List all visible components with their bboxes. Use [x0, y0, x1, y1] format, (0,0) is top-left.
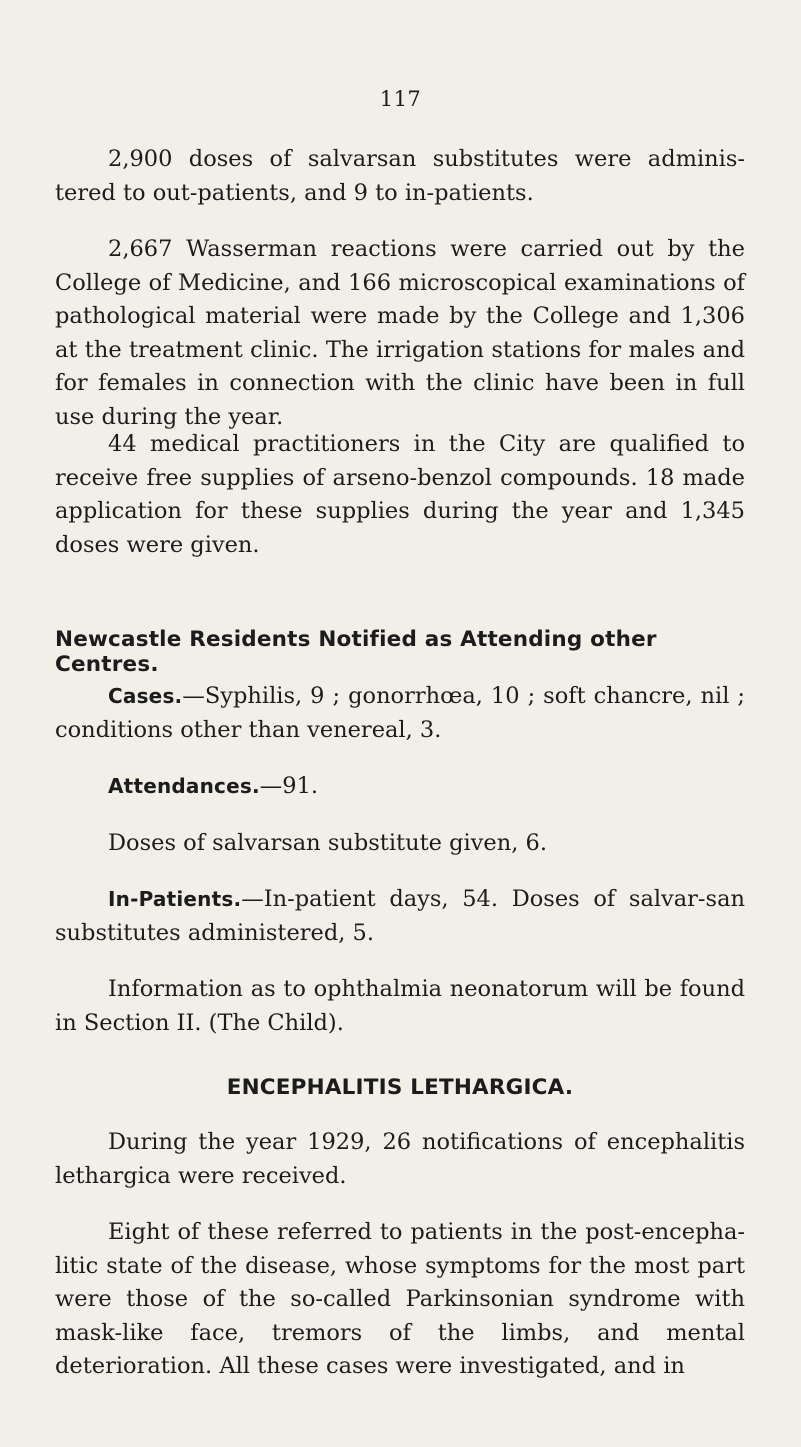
- section-heading-newcastle-residents: Newcastle Residents Notified as Attending other Centres.: [55, 627, 657, 677]
- cases-text: —Syphilis, 9 ; gonorrhœa, 10 ; soft chancre, nil ; conditions other than venereal, 3.: [55, 683, 745, 743]
- attendances-run-head: Attendances.: [108, 774, 260, 798]
- attendances-text: —91.: [259, 773, 319, 799]
- paragraph-cases: [55, 680, 745, 747]
- paragraph-ophthalmia: Information as to ophthalmia neonatorum will be found in Section II. (The Child).: [55, 976, 745, 1036]
- section-heading-encephalitis-lethargica: ENCEPHALITIS LETHARGICA.: [226, 1075, 574, 1100]
- paragraph-encephalitis-notifications: During the year 1929, 26 notifications of encephalitis lethargica were received.: [55, 1129, 745, 1189]
- paragraph-post-encephalitic-cases: Eight of these referred to patients in the post-encepha-litic state of the disease, whose symptoms for the most part were those of the so-called Parkinsonian syndrome with mask-like face, tremors of the limbs, and mental deterioration. All these cases were investigated, and in: [55, 1219, 745, 1379]
- paragraph-medical-practitioners: 44 medical practitioners in the City are qualified to receive free supplies of arseno-benzol compounds. 18 made application for these supplies during the year and 1,345 doses were given.: [55, 431, 745, 558]
- page-number: 117: [379, 87, 422, 111]
- paragraph-attendances: [55, 770, 745, 804]
- paragraph-wasserman-reactions: 2,667 Wasserman reactions were carried out by the College of Medicine, and 166 microscopical examinations of pathological material were made by the College and 1,306 at the treatment clinic. The irrigation stations for males and for females in connection with the clinic have been in full use during the year.: [55, 236, 745, 430]
- paragraph-salvarsan-substitute-given: Doses of salvarsan substitute given, 6.: [108, 830, 547, 856]
- in-patients-text: —In-patient days, 54. Doses of salvar-san substitutes administered, 5.: [55, 886, 745, 946]
- cases-run-head: Cases.: [108, 684, 183, 708]
- paragraph-in-patients: [55, 883, 745, 950]
- in-patients-run-head: In-Patients.: [108, 887, 242, 911]
- paragraph-salvarsan-doses: 2,900 doses of salvarsan substitutes were adminis-tered to out-patients, and 9 to in-patients.: [55, 146, 745, 206]
